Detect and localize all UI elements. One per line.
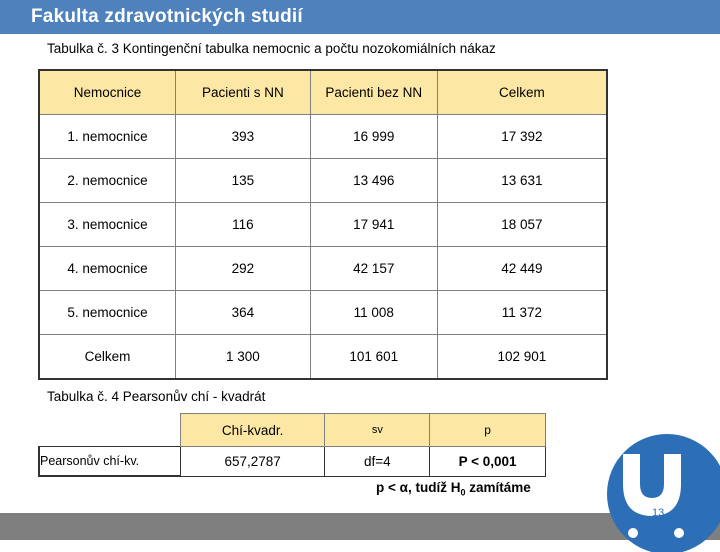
table-cell: 18 057 xyxy=(437,203,607,247)
university-u-logo-icon xyxy=(605,432,720,552)
table-header-row xyxy=(39,414,546,447)
table-cell: 657,2787 xyxy=(180,447,325,477)
table-cell: 292 xyxy=(176,247,311,291)
table-header-row xyxy=(39,70,607,115)
table-cell: 17 941 xyxy=(310,203,437,247)
table-cell: Pearsonův chí-kv. xyxy=(39,447,180,477)
table-cell: 11 008 xyxy=(310,291,437,335)
table-cell: P < 0,001 xyxy=(430,447,546,477)
table-cell: 42 157 xyxy=(310,247,437,291)
table-cell: 16 999 xyxy=(310,115,437,159)
conclusion-post: zamítáme xyxy=(465,480,531,495)
table-cell: 13 631 xyxy=(437,159,607,203)
h0-subscript: 0 xyxy=(460,487,466,498)
table-cell: 17 392 xyxy=(437,115,607,159)
table-cell: 42 449 xyxy=(437,247,607,291)
table2-caption: Tabulka č. 4 Pearsonův chí - kvadrát xyxy=(47,389,266,404)
table-cell: 11 372 xyxy=(437,291,607,335)
header-cell: Pacienti bez NN xyxy=(310,70,437,115)
table-cell: 135 xyxy=(176,159,311,203)
table-cell: df=4 xyxy=(325,447,430,477)
page-number: 13 xyxy=(652,507,665,519)
table-row xyxy=(39,115,607,159)
table-cell: 1 300 xyxy=(176,335,311,380)
header-cell: Nemocnice xyxy=(39,70,176,115)
table-row xyxy=(39,203,607,247)
header-cell: Pacienti s NN xyxy=(176,70,311,115)
faculty-title: Fakulta zdravotnických studií xyxy=(31,6,303,27)
table-cell: Celkem xyxy=(39,335,176,380)
header-cell: sv xyxy=(325,414,430,447)
table-cell: 116 xyxy=(176,203,311,247)
table-row xyxy=(39,247,607,291)
conclusion-pre: p < xyxy=(376,480,400,495)
table-row xyxy=(39,291,607,335)
table-cell: 2. nemocnice xyxy=(39,159,176,203)
empty-cell xyxy=(39,414,180,447)
table-cell: 4. nemocnice xyxy=(39,247,176,291)
table-row xyxy=(39,159,607,203)
pearson-table xyxy=(38,413,546,477)
table-cell: 364 xyxy=(176,291,311,335)
conclusion-mid: , tudíž H xyxy=(407,480,461,495)
conclusion-text xyxy=(376,480,531,498)
table1-caption: Tabulka č. 3 Kontingenční tabulka nemocnic a počtu nozokomiálních nákaz xyxy=(47,41,496,56)
table-cell: 1. nemocnice xyxy=(39,115,176,159)
header-cell: Celkem xyxy=(437,70,607,115)
alpha-symbol: α xyxy=(399,480,408,495)
table-cell: 13 496 xyxy=(310,159,437,203)
table-cell: 5. nemocnice xyxy=(39,291,176,335)
contingency-table xyxy=(38,69,608,380)
table-cell: 3. nemocnice xyxy=(39,203,176,247)
table-row xyxy=(39,447,546,477)
table-total-row xyxy=(39,335,607,380)
table-cell: 101 601 xyxy=(310,335,437,380)
header-cell: Chí-kvadr. xyxy=(180,414,325,447)
header-bar xyxy=(0,0,720,34)
table-cell: 102 901 xyxy=(437,335,607,380)
table-cell: 393 xyxy=(176,115,311,159)
header-cell: p xyxy=(430,414,546,447)
